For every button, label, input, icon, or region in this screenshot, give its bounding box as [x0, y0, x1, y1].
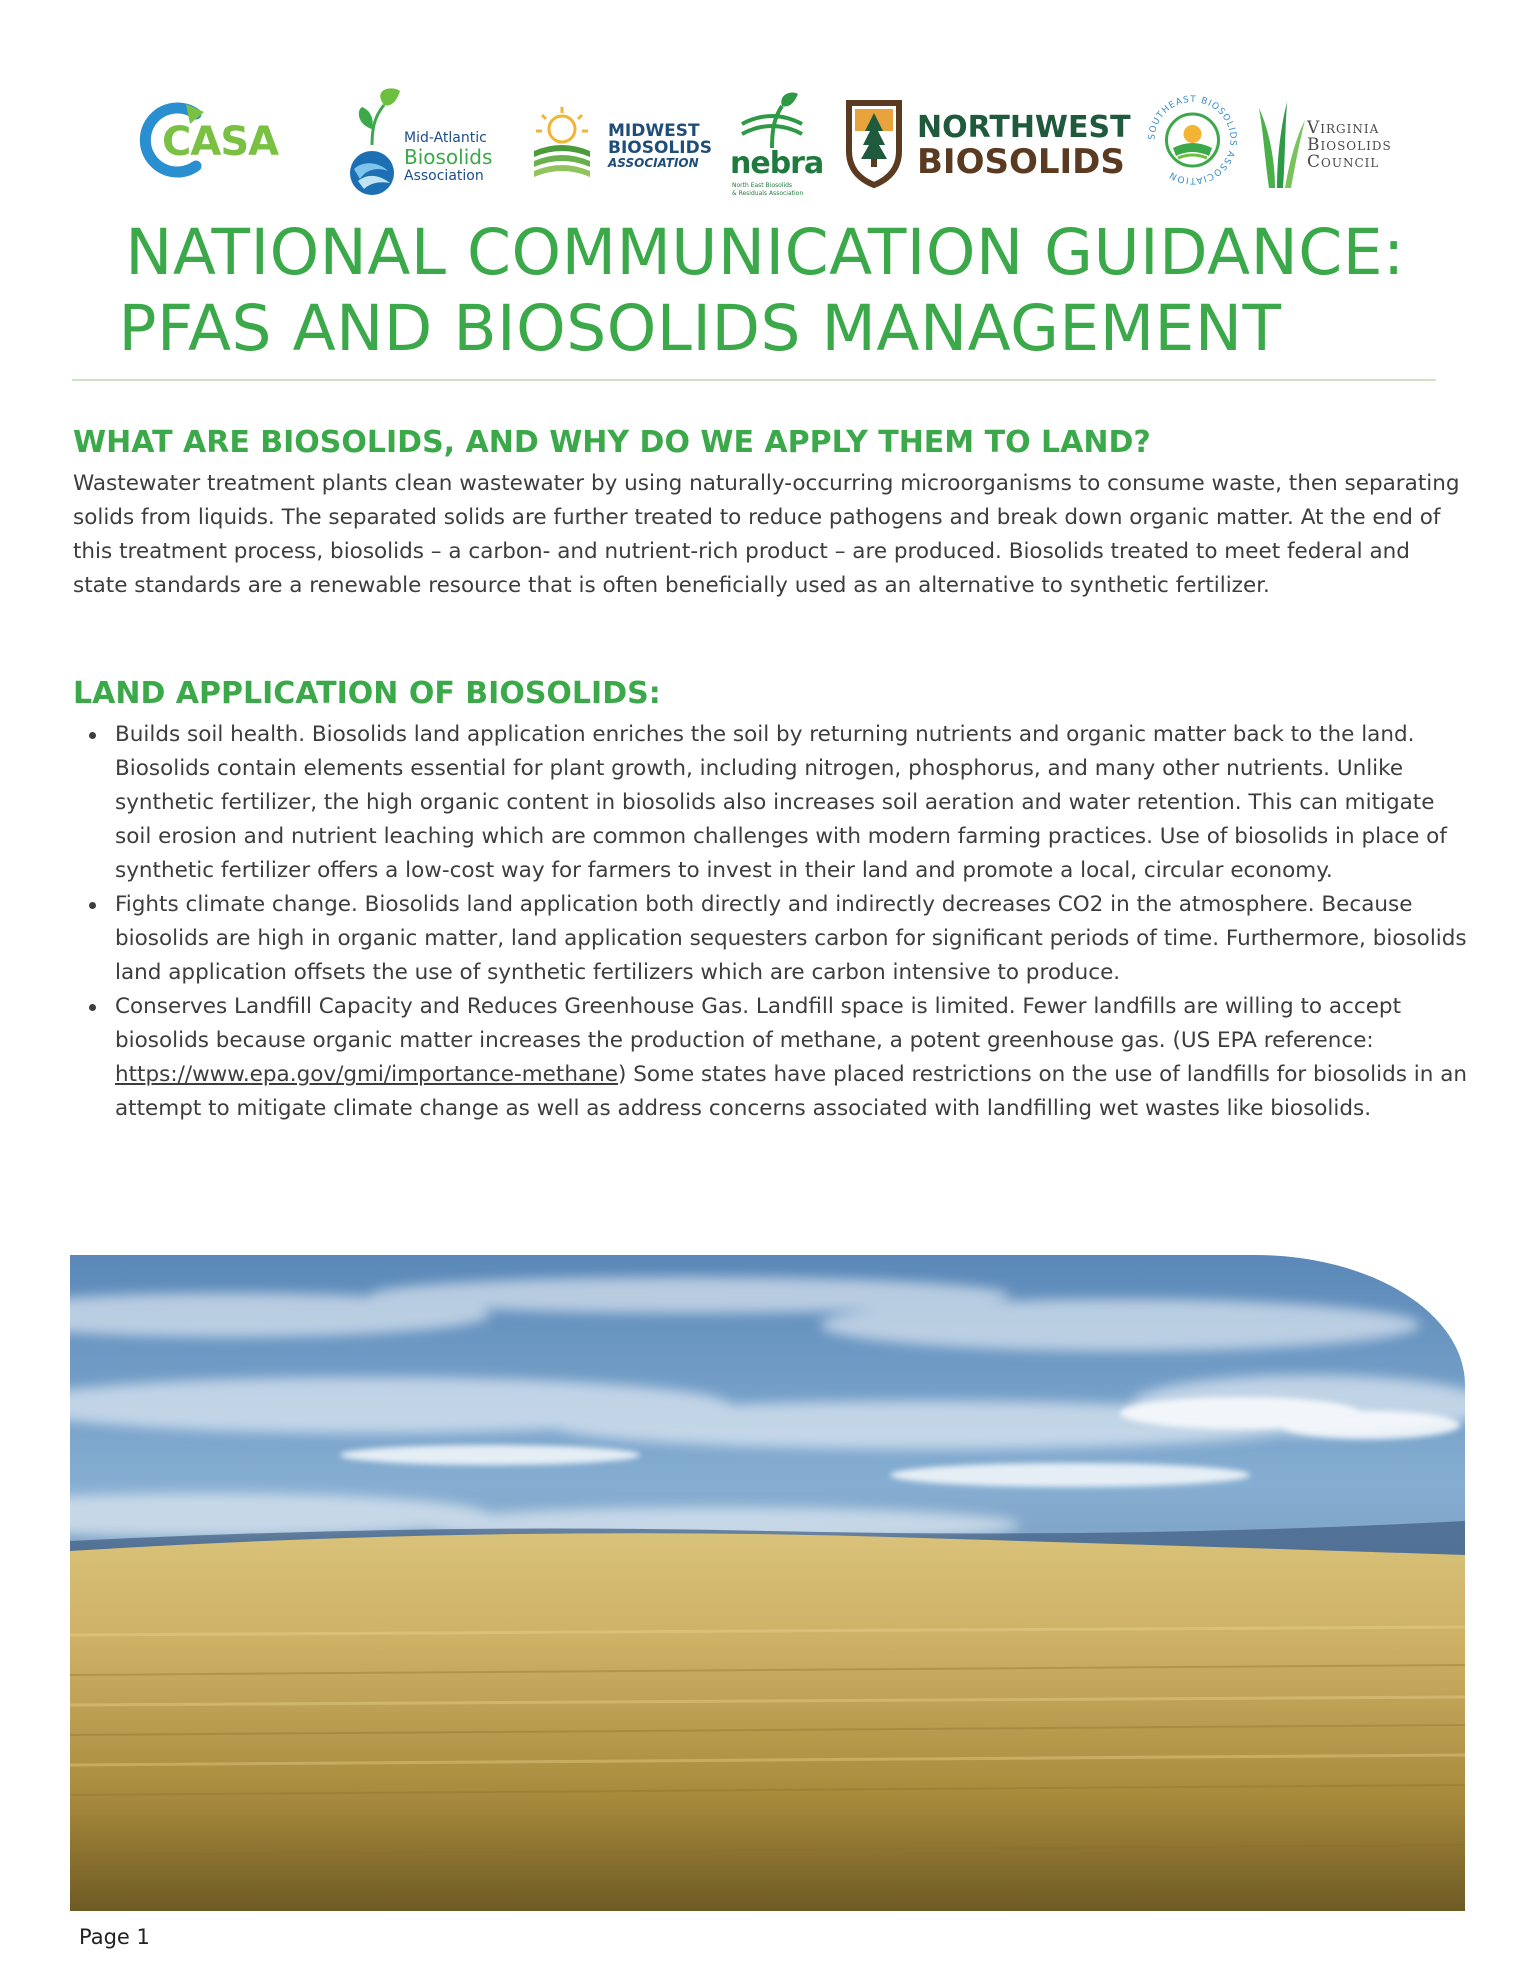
nebra-sub1: North East Biosolids [732, 182, 793, 189]
list-item-landfill-capacity [73, 990, 1468, 1126]
nebra-logo [730, 90, 824, 200]
midatlantic-logo [342, 85, 502, 197]
page-title-line1: NATIONAL COMMUNICATION GUIDANCE: [125, 216, 1405, 289]
section1-heading: WHAT ARE BIOSOLIDS, AND WHY DO WE APPLY THEM TO LAND? [73, 425, 1151, 460]
partner-logos [0, 85, 1530, 215]
nebra-sub2: & Residuals Association [732, 190, 804, 197]
midatlantic-line1: Mid-Atlantic [404, 130, 487, 146]
page-number: Page 1 [79, 1925, 150, 1949]
page-title [0, 215, 1530, 367]
nebra-sprout-icon [732, 90, 812, 150]
southeast-ring-text: SOUTHEAST BIOSOLIDS ASSOCIATION [1147, 94, 1238, 186]
page-title-line2: PFAS AND BIOSOLIDS MANAGEMENT [118, 292, 1282, 365]
virginia-grass-icon [1255, 100, 1307, 190]
nebra-wordmark: nebra [730, 146, 824, 181]
northwest-line2: BIOSOLIDS [917, 142, 1125, 182]
midatlantic-leaf-icon [342, 85, 404, 197]
southeast-logo [1145, 90, 1240, 190]
midwest-line1: MIDWEST [608, 121, 700, 141]
northwest-logo [845, 95, 1130, 195]
midwest-line3: ASSOCIATION [608, 156, 699, 170]
southeast-seal-icon [1145, 90, 1240, 190]
land-application-list [73, 718, 1468, 1126]
midatlantic-line3: Association [404, 168, 484, 184]
midwest-logo [530, 105, 712, 185]
casa-wordmark: CASA [162, 119, 279, 165]
northwest-line1: NORTHWEST [917, 110, 1131, 145]
title-divider [72, 379, 1436, 381]
northwest-shield-tree-icon [845, 97, 903, 189]
landfill-text-after: ) Some states have placed restrictions on the use of landfills for biosolids in an attempt to mitigate climate change as well as address concerns associated with landfilling wet wastes like biosolids. [115, 1062, 1468, 1121]
virginia-line3: Council [1307, 152, 1380, 172]
midatlantic-line2: Biosolids [404, 145, 493, 169]
virginia-line1: Virginia [1307, 118, 1380, 138]
wheat-field-photo [70, 1255, 1465, 1911]
list-item-climate-change: Fights climate change. Biosolids land application both directly and indirectly decreases CO2 in the atmosphere. Because biosolids are high in organic matter, land application sequesters carbon for significant periods of time. Furthermore, biosolids land application offsets the use of synthetic fertilizers which are carbon intensive to produce. [73, 888, 1468, 990]
virginia-logo [1255, 100, 1415, 190]
wheat-field-image [70, 1255, 1465, 1911]
section2-heading: LAND APPLICATION OF BIOSOLIDS: [73, 676, 661, 711]
list-item-soil-health: Builds soil health. Biosolids land application enriches the soil by returning nutrients and organic matter back to the land. Biosolids contain elements essential for plant growth, including nitrogen, phosphorus, and many other nutrients. Unlike synthetic fertilizer, the high organic content in biosolids also increases soil aeration and water retention. This can mitigate soil erosion and nutrient leaching which are common challenges with modern farming practices. Use of biosolids in place of synthetic fertilizer offers a low-cost way for farmers to invest in their land and promote a local, circular economy. [73, 718, 1468, 888]
midwest-sun-field-icon [530, 105, 594, 185]
casa-logo [138, 100, 308, 180]
epa-methane-link[interactable]: https://www.epa.gov/gmi/importance-methane [115, 1062, 618, 1087]
landfill-text-before: Conserves Landfill Capacity and Reduces Greenhouse Gas. Landfill space is limited. Fewer landfills are willing to accept biosolids because organic matter increases the production of methane, a potent greenhouse gas. (US EPA reference: [115, 994, 1402, 1053]
midwest-line2: BIOSOLIDS [608, 138, 712, 158]
virginia-line2: Biosolids [1307, 135, 1392, 155]
section1-body: Wastewater treatment plants clean wastewater by using naturally-occurring microorganisms to consume waste, then separating solids from liquids. The separated solids are further treated to reduce pathogens and break down organic matter. At the end of this treatment process, biosolids – a carbon- and nutrient-rich product – are produced. Biosolids treated to meet federal and state standards are a renewable resource that is often beneficially used as an alternative to synthetic fertilizer. [73, 471, 1460, 598]
